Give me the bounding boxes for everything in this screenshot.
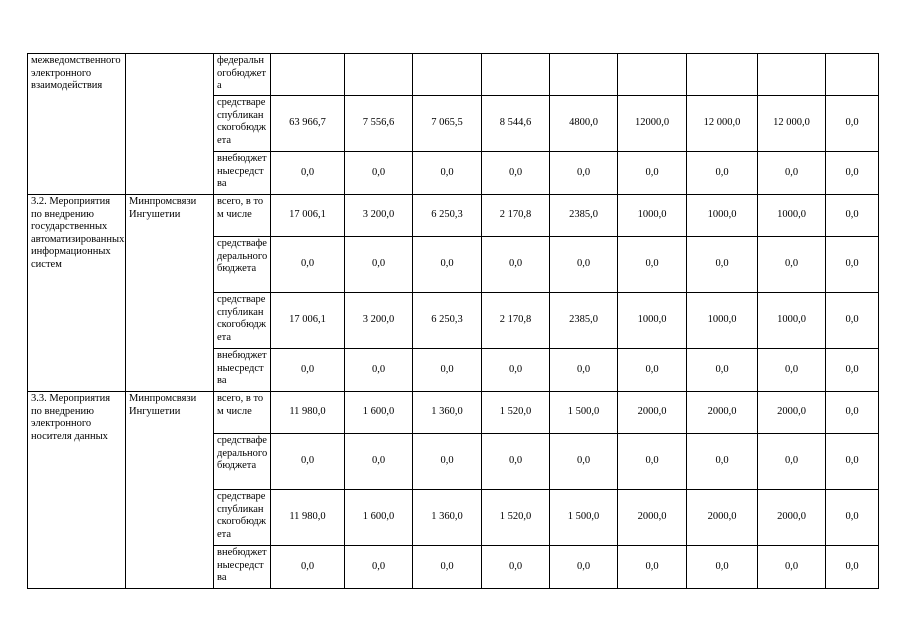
- table-row: [28, 392, 879, 434]
- value-cell: 0,0: [687, 546, 758, 589]
- value-cell: 0,0: [826, 546, 879, 589]
- value-cell: 2 170,8: [482, 195, 550, 237]
- value-cell: 3 200,0: [345, 293, 413, 349]
- value-cell: 0,0: [826, 490, 879, 546]
- value-cell: 1 500,0: [550, 392, 618, 434]
- table-row: [28, 195, 879, 237]
- budget-table: [27, 53, 879, 589]
- table-row: [28, 54, 879, 96]
- funding-source: средствафедеральногобюджета: [214, 434, 271, 490]
- value-cell: 2 170,8: [482, 293, 550, 349]
- value-cell: 0,0: [550, 152, 618, 195]
- value-cell: 0,0: [482, 546, 550, 589]
- executor-cell: [126, 54, 214, 195]
- value-cell: [413, 54, 482, 96]
- value-cell: 0,0: [345, 434, 413, 490]
- funding-source: внебюджетныесредства: [214, 152, 271, 195]
- value-cell: 0,0: [618, 237, 687, 293]
- value-cell: 0,0: [413, 546, 482, 589]
- value-cell: 1 600,0: [345, 490, 413, 546]
- value-cell: 0,0: [618, 434, 687, 490]
- value-cell: 2000,0: [758, 392, 826, 434]
- value-cell: 7 556,6: [345, 96, 413, 152]
- value-cell: 0,0: [482, 152, 550, 195]
- value-cell: 11 980,0: [271, 392, 345, 434]
- value-cell: 3 200,0: [345, 195, 413, 237]
- value-cell: 11 980,0: [271, 490, 345, 546]
- value-cell: 0,0: [758, 349, 826, 392]
- value-cell: 0,0: [345, 349, 413, 392]
- value-cell: 0,0: [687, 434, 758, 490]
- funding-source: всего, в том числе: [214, 392, 271, 434]
- value-cell: 1 500,0: [550, 490, 618, 546]
- value-cell: 6 250,3: [413, 195, 482, 237]
- value-cell: 1 360,0: [413, 392, 482, 434]
- funding-source: федеральногобюджета: [214, 54, 271, 96]
- value-cell: 0,0: [687, 349, 758, 392]
- executor-cell: Минпромсвязи Ингушетии: [126, 392, 214, 589]
- value-cell: 0,0: [758, 152, 826, 195]
- value-cell: [758, 54, 826, 96]
- value-cell: 2000,0: [687, 392, 758, 434]
- value-cell: 0,0: [826, 434, 879, 490]
- event-label: межведомственного электронного взаимодействия: [28, 54, 126, 195]
- value-cell: 0,0: [758, 237, 826, 293]
- value-cell: 0,0: [413, 434, 482, 490]
- value-cell: 0,0: [826, 152, 879, 195]
- funding-source: средствареспубликанскогобюджета: [214, 96, 271, 152]
- value-cell: 2000,0: [618, 490, 687, 546]
- value-cell: 2000,0: [758, 490, 826, 546]
- value-cell: 12 000,0: [687, 96, 758, 152]
- value-cell: 12000,0: [618, 96, 687, 152]
- value-cell: [482, 54, 550, 96]
- value-cell: 17 006,1: [271, 293, 345, 349]
- value-cell: 2385,0: [550, 293, 618, 349]
- value-cell: 0,0: [826, 293, 879, 349]
- value-cell: 1000,0: [687, 195, 758, 237]
- value-cell: 0,0: [482, 237, 550, 293]
- value-cell: [550, 54, 618, 96]
- funding-source: всего, в том числе: [214, 195, 271, 237]
- value-cell: 0,0: [826, 392, 879, 434]
- value-cell: 0,0: [758, 434, 826, 490]
- funding-source: средствареспубликанскогобюджета: [214, 293, 271, 349]
- value-cell: 0,0: [550, 349, 618, 392]
- value-cell: 1 600,0: [345, 392, 413, 434]
- value-cell: 0,0: [687, 237, 758, 293]
- value-cell: 1000,0: [758, 195, 826, 237]
- value-cell: 0,0: [271, 546, 345, 589]
- executor-cell: Минпромсвязи Ингушетии: [126, 195, 214, 392]
- value-cell: 0,0: [413, 237, 482, 293]
- value-cell: 7 065,5: [413, 96, 482, 152]
- value-cell: 2000,0: [687, 490, 758, 546]
- value-cell: 4800,0: [550, 96, 618, 152]
- value-cell: [271, 54, 345, 96]
- value-cell: 0,0: [271, 237, 345, 293]
- value-cell: 1000,0: [687, 293, 758, 349]
- value-cell: 0,0: [618, 349, 687, 392]
- value-cell: 12 000,0: [758, 96, 826, 152]
- value-cell: 0,0: [550, 237, 618, 293]
- funding-source: средствафедеральногобюджета: [214, 237, 271, 293]
- value-cell: [687, 54, 758, 96]
- value-cell: 6 250,3: [413, 293, 482, 349]
- value-cell: 0,0: [826, 349, 879, 392]
- value-cell: 1000,0: [618, 195, 687, 237]
- value-cell: [618, 54, 687, 96]
- funding-source: внебюджетныесредства: [214, 546, 271, 589]
- value-cell: 0,0: [345, 546, 413, 589]
- value-cell: 1 360,0: [413, 490, 482, 546]
- value-cell: 8 544,6: [482, 96, 550, 152]
- value-cell: [826, 54, 879, 96]
- funding-source: средствареспубликанскогобюджета: [214, 490, 271, 546]
- value-cell: 17 006,1: [271, 195, 345, 237]
- value-cell: 0,0: [271, 152, 345, 195]
- value-cell: 0,0: [413, 349, 482, 392]
- value-cell: [345, 54, 413, 96]
- value-cell: 1000,0: [758, 293, 826, 349]
- value-cell: 1 520,0: [482, 490, 550, 546]
- event-label: 3.2. Мероприятия по внедрению государственных автоматизированных информационных систем: [28, 195, 126, 392]
- value-cell: 0,0: [687, 152, 758, 195]
- value-cell: 0,0: [826, 195, 879, 237]
- value-cell: 0,0: [413, 152, 482, 195]
- value-cell: 2385,0: [550, 195, 618, 237]
- value-cell: 0,0: [271, 434, 345, 490]
- value-cell: 0,0: [345, 237, 413, 293]
- value-cell: 0,0: [618, 152, 687, 195]
- funding-source: внебюджетныесредства: [214, 349, 271, 392]
- value-cell: 0,0: [826, 96, 879, 152]
- value-cell: 1 520,0: [482, 392, 550, 434]
- value-cell: 0,0: [550, 546, 618, 589]
- value-cell: 63 966,7: [271, 96, 345, 152]
- value-cell: 0,0: [758, 546, 826, 589]
- value-cell: 0,0: [482, 434, 550, 490]
- value-cell: 0,0: [618, 546, 687, 589]
- value-cell: 0,0: [345, 152, 413, 195]
- value-cell: 1000,0: [618, 293, 687, 349]
- value-cell: 0,0: [271, 349, 345, 392]
- value-cell: 0,0: [826, 237, 879, 293]
- event-label: 3.3. Мероприятия по внедрению электронного носителя данных: [28, 392, 126, 589]
- value-cell: 0,0: [550, 434, 618, 490]
- value-cell: 0,0: [482, 349, 550, 392]
- value-cell: 2000,0: [618, 392, 687, 434]
